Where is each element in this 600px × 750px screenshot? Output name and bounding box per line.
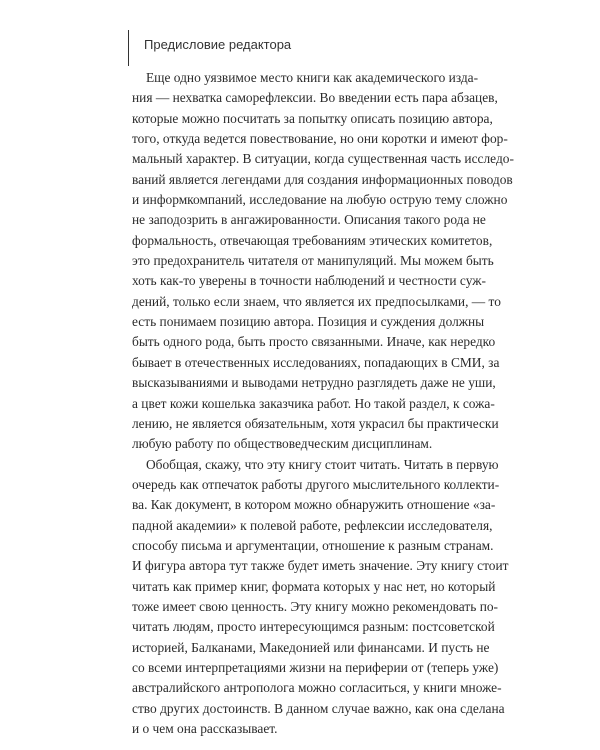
text-line: ва. Как документ, в котором можно обнаружить отношение «за- — [132, 497, 496, 513]
text-line: читать как пример книг, формата которых у нас нет, но который — [132, 578, 496, 594]
text-line: это предохранитель читателя от манипуляций. Мы можем быть — [132, 253, 494, 269]
running-head-rule — [128, 30, 129, 66]
text-line: есть понимаем позицию автора. Позиция и суждения должны — [132, 314, 485, 330]
text-line: австралийского антрополога можно согласиться, у книги множе- — [132, 680, 502, 696]
text-line: и информкомпаний, исследование на любую острую тему сложно — [132, 192, 508, 208]
text-line: ваний является легендами для создания информационных поводов — [132, 171, 513, 187]
text-line: ния — нехватка саморефлексии. Во введении есть пара абзацев, — [132, 90, 498, 106]
text-line: тоже имеет свою ценность. Эту книгу можно рекомендовать по- — [132, 598, 499, 614]
text-line: хоть как-то уверены в точности наблюдений и честности суж- — [132, 273, 486, 289]
text-line: И фигура автора тут также будет иметь значение. Эту книгу стоит — [132, 558, 509, 574]
text-line: не заподозрить в ангажированности. Описания такого рода не — [132, 212, 486, 228]
text-line: лению, не является обязательным, хотя украсил бы практически — [132, 415, 499, 431]
text-line: историей, Балканами, Македонией или финансами. И пусть не — [132, 639, 490, 655]
text-line: а цвет кожи кошелька заказчика работ. Но такой раздел, к сожа- — [132, 395, 495, 411]
text-line: ство других достоинств. В данном случае важно, как она сделана — [132, 700, 505, 716]
text-line: Еще одно уязвимое место книги как академического изда- — [146, 70, 479, 85]
text-line: Обобщая, скажу, что эту книгу стоит читать. Читать в первую — [146, 456, 499, 472]
text-line: любую работу по обществоведческим дисциплинам. — [132, 436, 433, 452]
text-line: дений, только если знаем, что является их предпосылками, — то — [132, 293, 501, 309]
paragraph-1 — [132, 68, 514, 455]
text-line: которые можно посчитать за попытку описать позицию автора, — [132, 110, 493, 126]
text-line: со всеми интерпретациями жизни на периферии от (теперь уже) — [132, 659, 499, 675]
text-line: падной академии» к полевой работе, рефлексии исследователя, — [132, 517, 493, 533]
text-line: формальность, отвечающая требованиям этических комитетов, — [132, 232, 493, 248]
text-line: способу письма и аргументации, отношение к разным странам. — [132, 537, 494, 553]
text-line: бывает в отечественных исследованиях, попадающих в СМИ, за — [132, 354, 500, 370]
text-line: и о чем она рассказывает. — [132, 721, 278, 736]
text-line: читать людям, просто интересующимся разным: постсоветской — [132, 619, 495, 635]
text-line: мальный характер. В ситуации, когда существенная часть исследо- — [132, 151, 514, 167]
text-line: очередь как отпечаток работы другого мыслительного коллекти- — [132, 476, 500, 492]
body-text — [132, 68, 514, 739]
running-head-title: Предисловие редактора — [144, 37, 292, 52]
paragraph-2 — [132, 455, 509, 740]
text-line: высказываниями и выводами нетрудно разглядеть даже не уши, — [132, 375, 496, 391]
text-line: быть одного рода, быть просто связанными. Иначе, как нередко — [132, 334, 496, 350]
text-line: того, откуда ведется повествование, но они коротки и имеют фор- — [132, 131, 508, 147]
